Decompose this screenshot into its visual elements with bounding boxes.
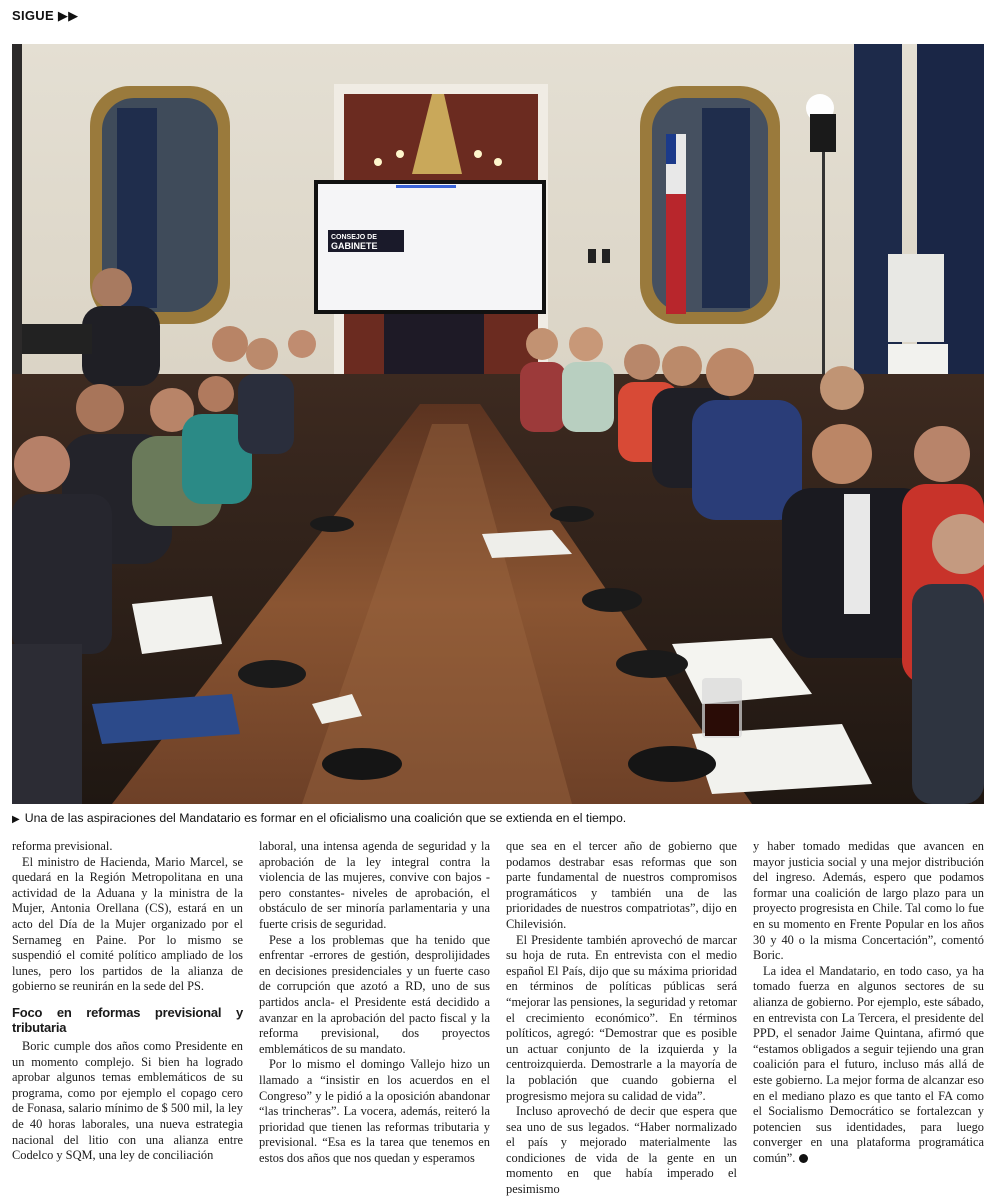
cabinet-meeting-photo bbox=[12, 44, 984, 804]
photo-caption bbox=[12, 811, 984, 825]
caption-text: Una de las aspiraciones del Mandatario es formar en el oficialismo una coalición que se extienda en el tiempo. bbox=[24, 811, 627, 825]
paragraph: Boric cumple dos años como Presidente en un momento complejo. Si bien ha logrado aprobar algunos temas emblemáticos de su programa, como por ejemplo el copago cero de Fonasa, salario mínimo de $ 500 mil, la ley de 40 horas laborales, una nueva estrategia nacional del litio con una alianza entre Codelco y SQM, una ley de conciliación bbox=[12, 1038, 243, 1163]
paragraph: El ministro de Hacienda, Mario Marcel, se quedará en la Región Metropolitana en una actividad de la Aduana y la ministra de la Mujer, Antonia Orellana (CS), estará en un acto del Día de la Mujer organizado por el Sernameg en Paine. Por lo mismo se suspendió el comité político ampliado de los lunes, pero los partidos de la alianza de gobierno se reunirán en la sede del PS. bbox=[12, 854, 243, 994]
caption-arrow-icon: ▶ bbox=[12, 814, 20, 825]
paragraph-last bbox=[753, 964, 984, 1167]
article-body bbox=[12, 839, 984, 1197]
end-mark-icon bbox=[799, 1154, 808, 1163]
paragraph: Pese a los problemas que ha tenido que enfrentar -errores de gestión, desprolijidades en decisiones presidenciales y un fuerte caso de corrupción que azotó a RD, uno de sus partidos ancla- el Presidente está decidido a avanzar en la aprobación del pacto fiscal y la reforma previsional, dos proyectos emblemáticos de su mandato. bbox=[259, 932, 490, 1056]
paragraph: Incluso aprovechó de decir que espera que sea uno de sus legados. “Haber normalizado el país y mejorado materialmente las condiciones de vida de la gente en un momento en que había imperado el pesimismo bbox=[506, 1104, 737, 1197]
paragraph: que sea en el tercer año de gobierno que podamos destrabar esas reformas que son parte fundamental de nuestros compromisos programáticos y también una de las prioridades de nuestros compatriotas”, dijo en Chilevisión. bbox=[506, 839, 737, 931]
continue-label[interactable]: SIGUE ▶▶ bbox=[12, 8, 79, 23]
paragraph: laboral, una intensa agenda de seguridad y la aprobación de la ley integral contra la violencia de las mujeres, convive con bajos -pero constantes- niveles de aprobación, el obstáculo de ser minoría parlamentaria y una fuerte crisis de seguridad. bbox=[259, 839, 490, 931]
article-column-4 bbox=[753, 839, 984, 1189]
paragraph: El Presidente también aprovechó de marcar su hoja de ruta. En entrevista con el medio español El País, dijo que su máxima prioridad en términos de políticas públicas será “mejorar las pensiones, la seguridad y retomar el crecimiento económico”. En términos políticos, agregó: “Demostrar que es posible un actuar conjunto de la izquierda y la centroizquierda. Demostrarle a la mayoría de la población que cuando gobierna el progresismo mejora su calidad de vida”. bbox=[506, 932, 737, 1103]
screen-text-1: CONSEJO DE bbox=[331, 234, 377, 241]
screen-text-2: GABINETE bbox=[331, 241, 378, 251]
article-column-2 bbox=[259, 839, 490, 1189]
paragraph: reforma previsional. bbox=[12, 839, 113, 853]
subheading: Foco en reformas previsional y tributaria bbox=[12, 1004, 243, 1035]
paragraph-text: La idea el Mandatario, en todo caso, ya ha tomado fuerza en algunos sectores de su alianza de gobierno. Por ejemplo, este sábado, en entrevista con La Tercera, el presidente del PPD, el senador Jaime Quintana, afirmó que “estamos obligados a seguir tejiendo una gran coalición para el futuro, incluso más allá de este gobierno. La mejor forma de alcanzar eso en el mediano plazo es que tanto el FA como el Socialismo Democrático se fortalezcan y potencien sus identidades, para luego converger en una plataforma programática común”. bbox=[753, 963, 984, 1165]
article-column-1 bbox=[12, 839, 243, 1189]
photo-illustration bbox=[12, 44, 984, 804]
paragraph: Por lo mismo el domingo Vallejo hizo un llamado a “insistir en los acuerdos en el Congreso” y le pidió a la oposición abandonar “las trincheras”. La vocera, además, reiteró la prioridad que tienen las reformas tributaria y previsional. “Esa es la tarea que tenemos en estos dos años que nos quedan y esperamos bbox=[259, 1057, 490, 1165]
paragraph: y haber tomado medidas que avancen en mayor justicia social y una mejor distribución del ingreso. Además, espero que podamos formar una coalición de largo plazo para un proyecto progresista en Chile. Tal como lo fue en su momento en Frente Popular en los años 30 y 40 o la misma Concertación”, comentó Boric. bbox=[753, 839, 984, 963]
article-column-3 bbox=[506, 839, 737, 1197]
